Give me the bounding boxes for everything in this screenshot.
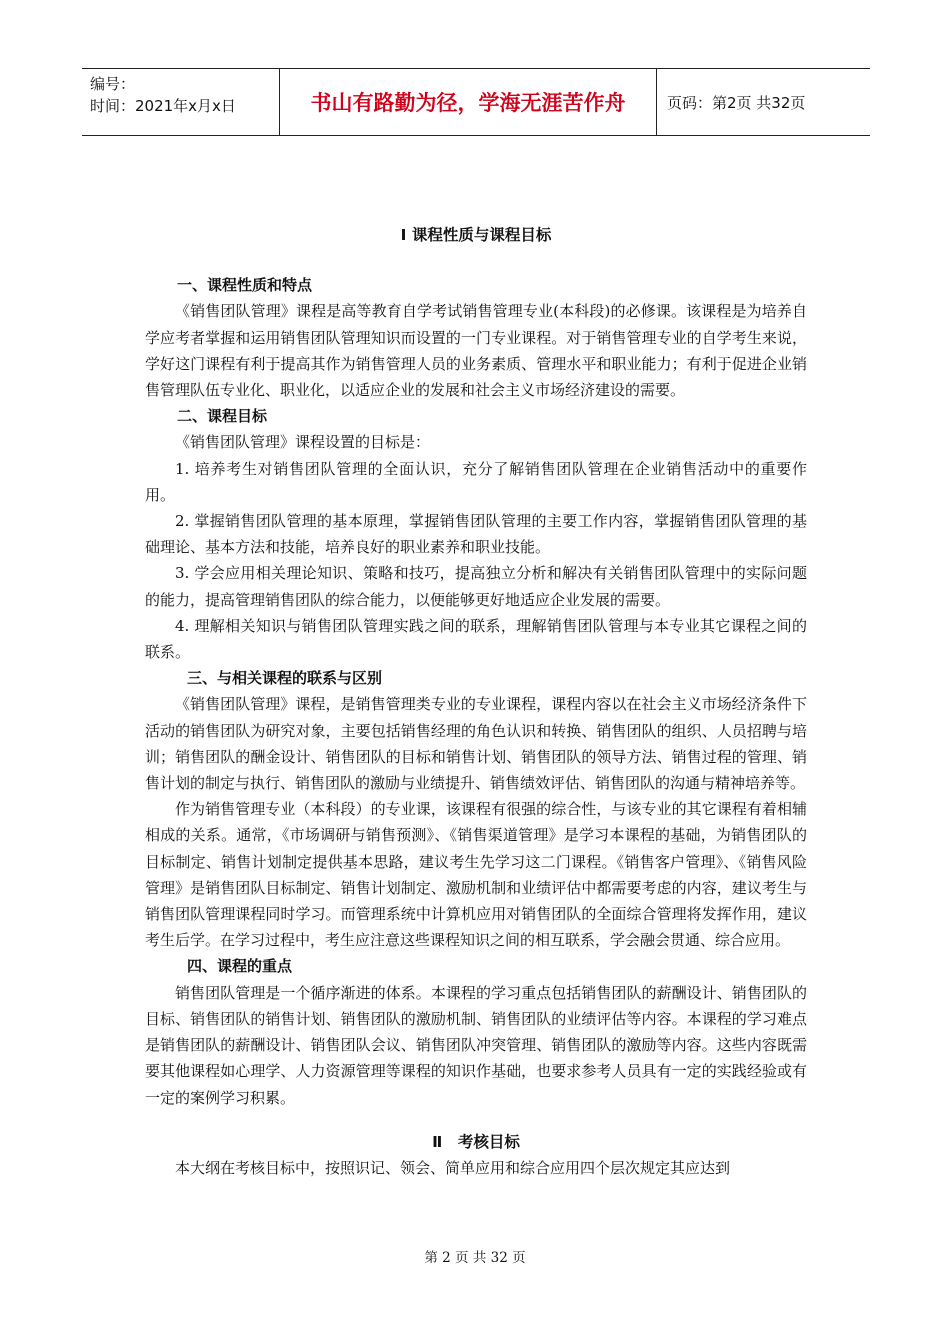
paragraph: 作为销售管理专业（本科段）的专业课，该课程有很强的综合性，与该专业的其它课程有着相辅相成的关系。通常，《市场调研与销售预测》、《销售渠道管理》是学习本课程的基础，为销售团队的目标制定、销售计划制定提供基本思路，建议考生先学习这二门课程。《销售客户管理》、《销售风险管理》是销售团队目标制定、销售计划制定、激励机制和业绩评估中都需要考虑的内容，建议考生与销售团队管理课程同时学习。而管理系统中计算机应用对销售团队的全面综合管理将发挥作用，建议考生后学。在学习过程中，考生应注意这些课程知识之间的相互联系，学会融会贯通、综合应用。 bbox=[145, 800, 807, 950]
heading-course-nature: 一、课程性质和特点 bbox=[177, 276, 313, 295]
heading-related-courses: 三、与相关课程的联系与区别 bbox=[187, 669, 383, 688]
paragraph: 《销售团队管理》课程设置的目标是： bbox=[175, 433, 431, 452]
page-header bbox=[82, 68, 870, 136]
paragraph: 本大纲在考核目标中，按照识记、领会、简单应用和综合应用四个层次规定其应达到 bbox=[175, 1158, 731, 1177]
time-label: 时间：2021年x月x日 bbox=[90, 97, 236, 115]
page-footer: 第 2 页 共 32 页 bbox=[424, 1250, 526, 1266]
heading-course-goals: 二、课程目标 bbox=[177, 407, 268, 426]
header-left-cell bbox=[82, 69, 280, 135]
paragraph: 3. 学会应用相关理论知识、策略和技巧，提高独立分析和解决有关销售团队管理中的实际问题的能力，提高管理销售团队的综合能力，以便能够更好地适应企业发展的需要。 bbox=[145, 564, 807, 609]
heading-course-focus: 四、课程的重点 bbox=[187, 957, 293, 976]
paragraph: 《销售团队管理》课程，是销售管理类专业的专业课程，课程内容以在社会主义市场经济条件下活动的销售团队为研究对象，主要包括销售经理的角色认识和转换、销售团队的组织、人员招聘与培训；销售团队的酬金设计、销售团队的目标和销售计划、销售团队的领导方法、销售过程的管理、销售计划的制定与执行、销售团队的激励与业绩提升、销售绩效评估、销售团队的沟通与精神培养等。 bbox=[145, 695, 807, 793]
paragraph: 4. 理解相关知识与销售团队管理实践之间的联系，理解销售团队管理与本专业其它课程之间的联系。 bbox=[145, 616, 807, 662]
paragraph: 2. 掌握销售团队管理的基本原理，掌握销售团队管理的主要工作内容，掌握销售团队管理的基础理论、基本方法和技能，培养良好的职业素养和职业技能。 bbox=[145, 512, 807, 557]
paragraph: 《销售团队管理》课程是高等教育自学考试销售管理专业(本科段)的必修课。该课程是为培养自学应考者掌握和运用销售团队管理知识而设置的一门专业课程。对于销售管理专业的自学考生来说，学好这门课程有利于提高其作为销售管理人员的业务素质、管理水平和职业能力；有利于促进企业销售管理队伍专业化、职业化，以适应企业的发展和社会主义市场经济建设的需要。 bbox=[145, 302, 807, 400]
page-info: 页码：第2页 共32页 bbox=[667, 93, 806, 112]
code-label: 编号： bbox=[90, 75, 136, 93]
motto: 书山有路勤为径，学海无涯苦作舟 bbox=[280, 69, 657, 135]
document-body bbox=[145, 222, 807, 1181]
paragraph: 1. 培养考生对销售团队管理的全面认识，充分了解销售团队管理在企业销售活动中的重要作用。 bbox=[145, 459, 807, 504]
section-title-1: Ⅰ 课程性质与课程目标 bbox=[400, 226, 552, 244]
section-title-2: Ⅱ 考核目标 bbox=[432, 1132, 520, 1151]
paragraph: 销售团队管理是一个循序渐进的体系。本课程的学习重点包括销售团队的薪酬设计、销售团队的目标、销售团队的销售计划、销售团队的激励机制、销售团队的业绩评估等内容。本课程的学习难点是销售团队的薪酬设计、销售团队会议、销售团队冲突管理、销售团队的激励等内容。这些内容既需要其他课程如心理学、人力资源管理等课程的知识作基础，也要求参考人员具有一定的实践经验或有一定的案例学习积累。 bbox=[145, 983, 807, 1107]
